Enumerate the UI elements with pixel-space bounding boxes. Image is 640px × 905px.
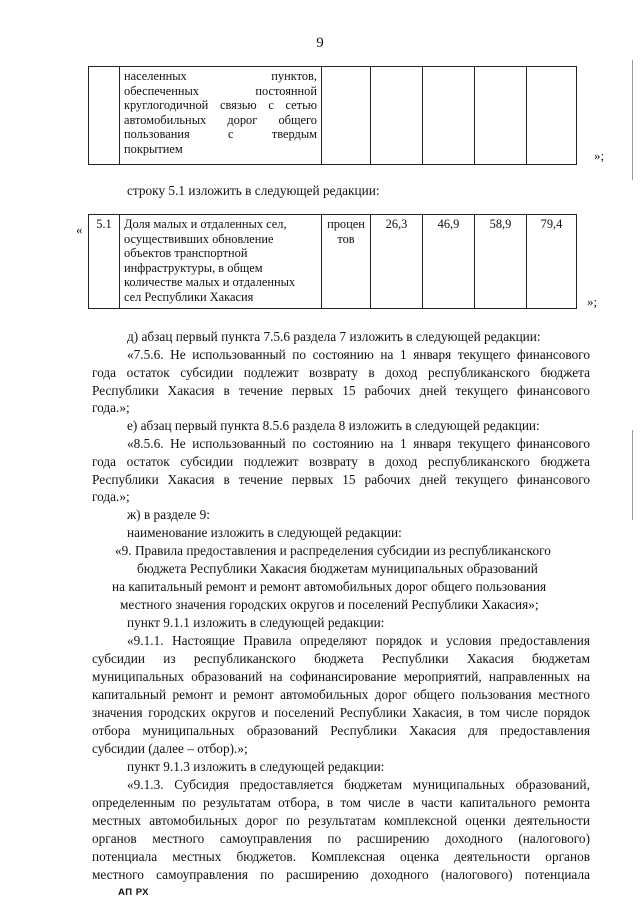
name-line: объектов транспортной bbox=[124, 246, 248, 260]
body-line: субсидии из республиканского бюджета Республики Хакасия бюджетам bbox=[92, 651, 590, 666]
body-line: пункт 9.1.3 изложить в следующей редакции: bbox=[127, 759, 385, 774]
body-line: потенциала местных бюджетов. Комплексная оценка деятельности органов bbox=[92, 849, 590, 864]
table-row-5-1 bbox=[88, 214, 577, 309]
name-line: населенных пунктов, bbox=[124, 69, 317, 83]
body-line: местных автомобильных дорог по результатам комплексной оценки деятельности bbox=[92, 813, 590, 828]
body-line: года остаток субсидии подлежит возврату в доход республиканского бюджета bbox=[92, 454, 590, 469]
open-quote: « bbox=[76, 222, 83, 237]
body-line: «8.5.6. Не использованный по состоянию на 1 января текущего финансового bbox=[127, 436, 590, 451]
body-line: д) абзац первый пункта 7.5.6 раздела 7 изложить в следующей редакции: bbox=[127, 329, 541, 344]
name-line: пользования с твердым bbox=[124, 127, 317, 141]
table-continuation bbox=[88, 66, 577, 165]
cell-value: 46,9 bbox=[423, 215, 475, 309]
cell-value bbox=[527, 67, 577, 165]
body-line: на капитальный ремонт и ремонт автомобильных дорог общего пользования bbox=[112, 579, 547, 594]
scan-edge-mark bbox=[632, 430, 633, 520]
body-line: «9.1.3. Субсидия предоставляется бюджетам муниципальных образований, bbox=[127, 777, 590, 792]
body-line: года остаток субсидии подлежит возврату в доход республиканского бюджета bbox=[92, 365, 590, 380]
table-row bbox=[89, 215, 577, 309]
body-line: определенным по результатам отбора, в том числе в части капитального ремонта bbox=[92, 795, 590, 810]
cell-unit bbox=[322, 67, 371, 165]
cell-number: 5.1 bbox=[89, 215, 120, 309]
body-line: местного самоуправления по расширению доходного (налогового) потенциала bbox=[92, 867, 590, 882]
footer-mark: АП РХ bbox=[118, 887, 150, 898]
body-line: е) абзац первый пункта 8.5.6 раздела 8 изложить в следующей редакции: bbox=[127, 418, 540, 433]
body-line: Республики Хакасия в течение первых 15 рабочих дней текущего финансового bbox=[92, 472, 590, 487]
close-quote: »; bbox=[594, 148, 605, 163]
body-line: капитальный ремонт и ремонт автомобильных дорог общего пользования местного bbox=[92, 687, 590, 702]
body-line: наименование изложить в следующей редакции: bbox=[127, 525, 402, 540]
name-line: Доля малых и отдаленных сел, bbox=[124, 217, 287, 231]
body-line: муниципальных образований на софинансирование мероприятий, направленных на bbox=[92, 669, 590, 684]
cell-value: 79,4 bbox=[527, 215, 577, 309]
table-row bbox=[89, 67, 577, 165]
body-line: года.»; bbox=[92, 400, 130, 415]
scan-edge-mark bbox=[632, 60, 633, 180]
name-line: осуществивших обновление bbox=[124, 231, 274, 246]
intro-line: строку 5.1 изложить в следующей редакции: bbox=[127, 183, 380, 198]
body-line: года.»; bbox=[92, 489, 130, 504]
body-line: местного значения городских округов и поселений Республики Хакасия»; bbox=[120, 597, 539, 612]
body-line: бюджета Республики Хакасия бюджетам муниципальных образований bbox=[137, 561, 538, 576]
name-line: инфраструктуры, в общем bbox=[124, 260, 263, 275]
close-quote: »; bbox=[587, 294, 598, 309]
body-line: Республики Хакасия в течение первых 15 рабочих дней текущего финансового bbox=[92, 383, 590, 398]
body-line: «9. Правила предоставления и распределения субсидии из республиканского bbox=[115, 543, 551, 558]
body-line: пункт 9.1.1 изложить в следующей редакции: bbox=[127, 615, 385, 630]
name-line: покрытием bbox=[124, 141, 183, 156]
body-line: значения городских округов и поселений Республики Хакасия, в том числе порядок bbox=[92, 705, 590, 720]
body-line: отбора муниципальных образований Республики Хакасия для предоставления bbox=[92, 723, 590, 738]
unit-line: тов bbox=[337, 231, 355, 246]
cell-value bbox=[423, 67, 475, 165]
body-line: ж) в разделе 9: bbox=[127, 507, 210, 522]
cell-unit bbox=[322, 215, 371, 309]
body-line: субсидии (далее – отбор).»; bbox=[92, 741, 248, 756]
cell-number bbox=[89, 67, 120, 165]
name-line: обеспеченных постоянной bbox=[124, 83, 317, 98]
cell-value bbox=[475, 67, 527, 165]
page-number: 9 bbox=[316, 35, 324, 51]
cell-name bbox=[120, 215, 322, 309]
cell-value bbox=[371, 67, 423, 165]
cell-value: 26,3 bbox=[371, 215, 423, 309]
body-line: «9.1.1. Настоящие Правила определяют порядок и условия предоставления bbox=[127, 633, 590, 648]
name-line: сел Республики Хакасия bbox=[124, 289, 254, 304]
name-line: автомобильных дорог общего bbox=[124, 112, 317, 127]
unit-line: процен bbox=[327, 217, 365, 231]
body-line: органов местного самоуправления по расширению доходного (налогового) bbox=[92, 831, 590, 846]
body-line: «7.5.6. Не использованный по состоянию на 1 января текущего финансового bbox=[127, 347, 590, 362]
name-line: круглогодичной связью с сетью bbox=[124, 98, 317, 112]
name-line: количестве малых и отдаленных bbox=[124, 275, 296, 289]
cell-value: 58,9 bbox=[475, 215, 527, 309]
cell-name bbox=[120, 67, 322, 165]
